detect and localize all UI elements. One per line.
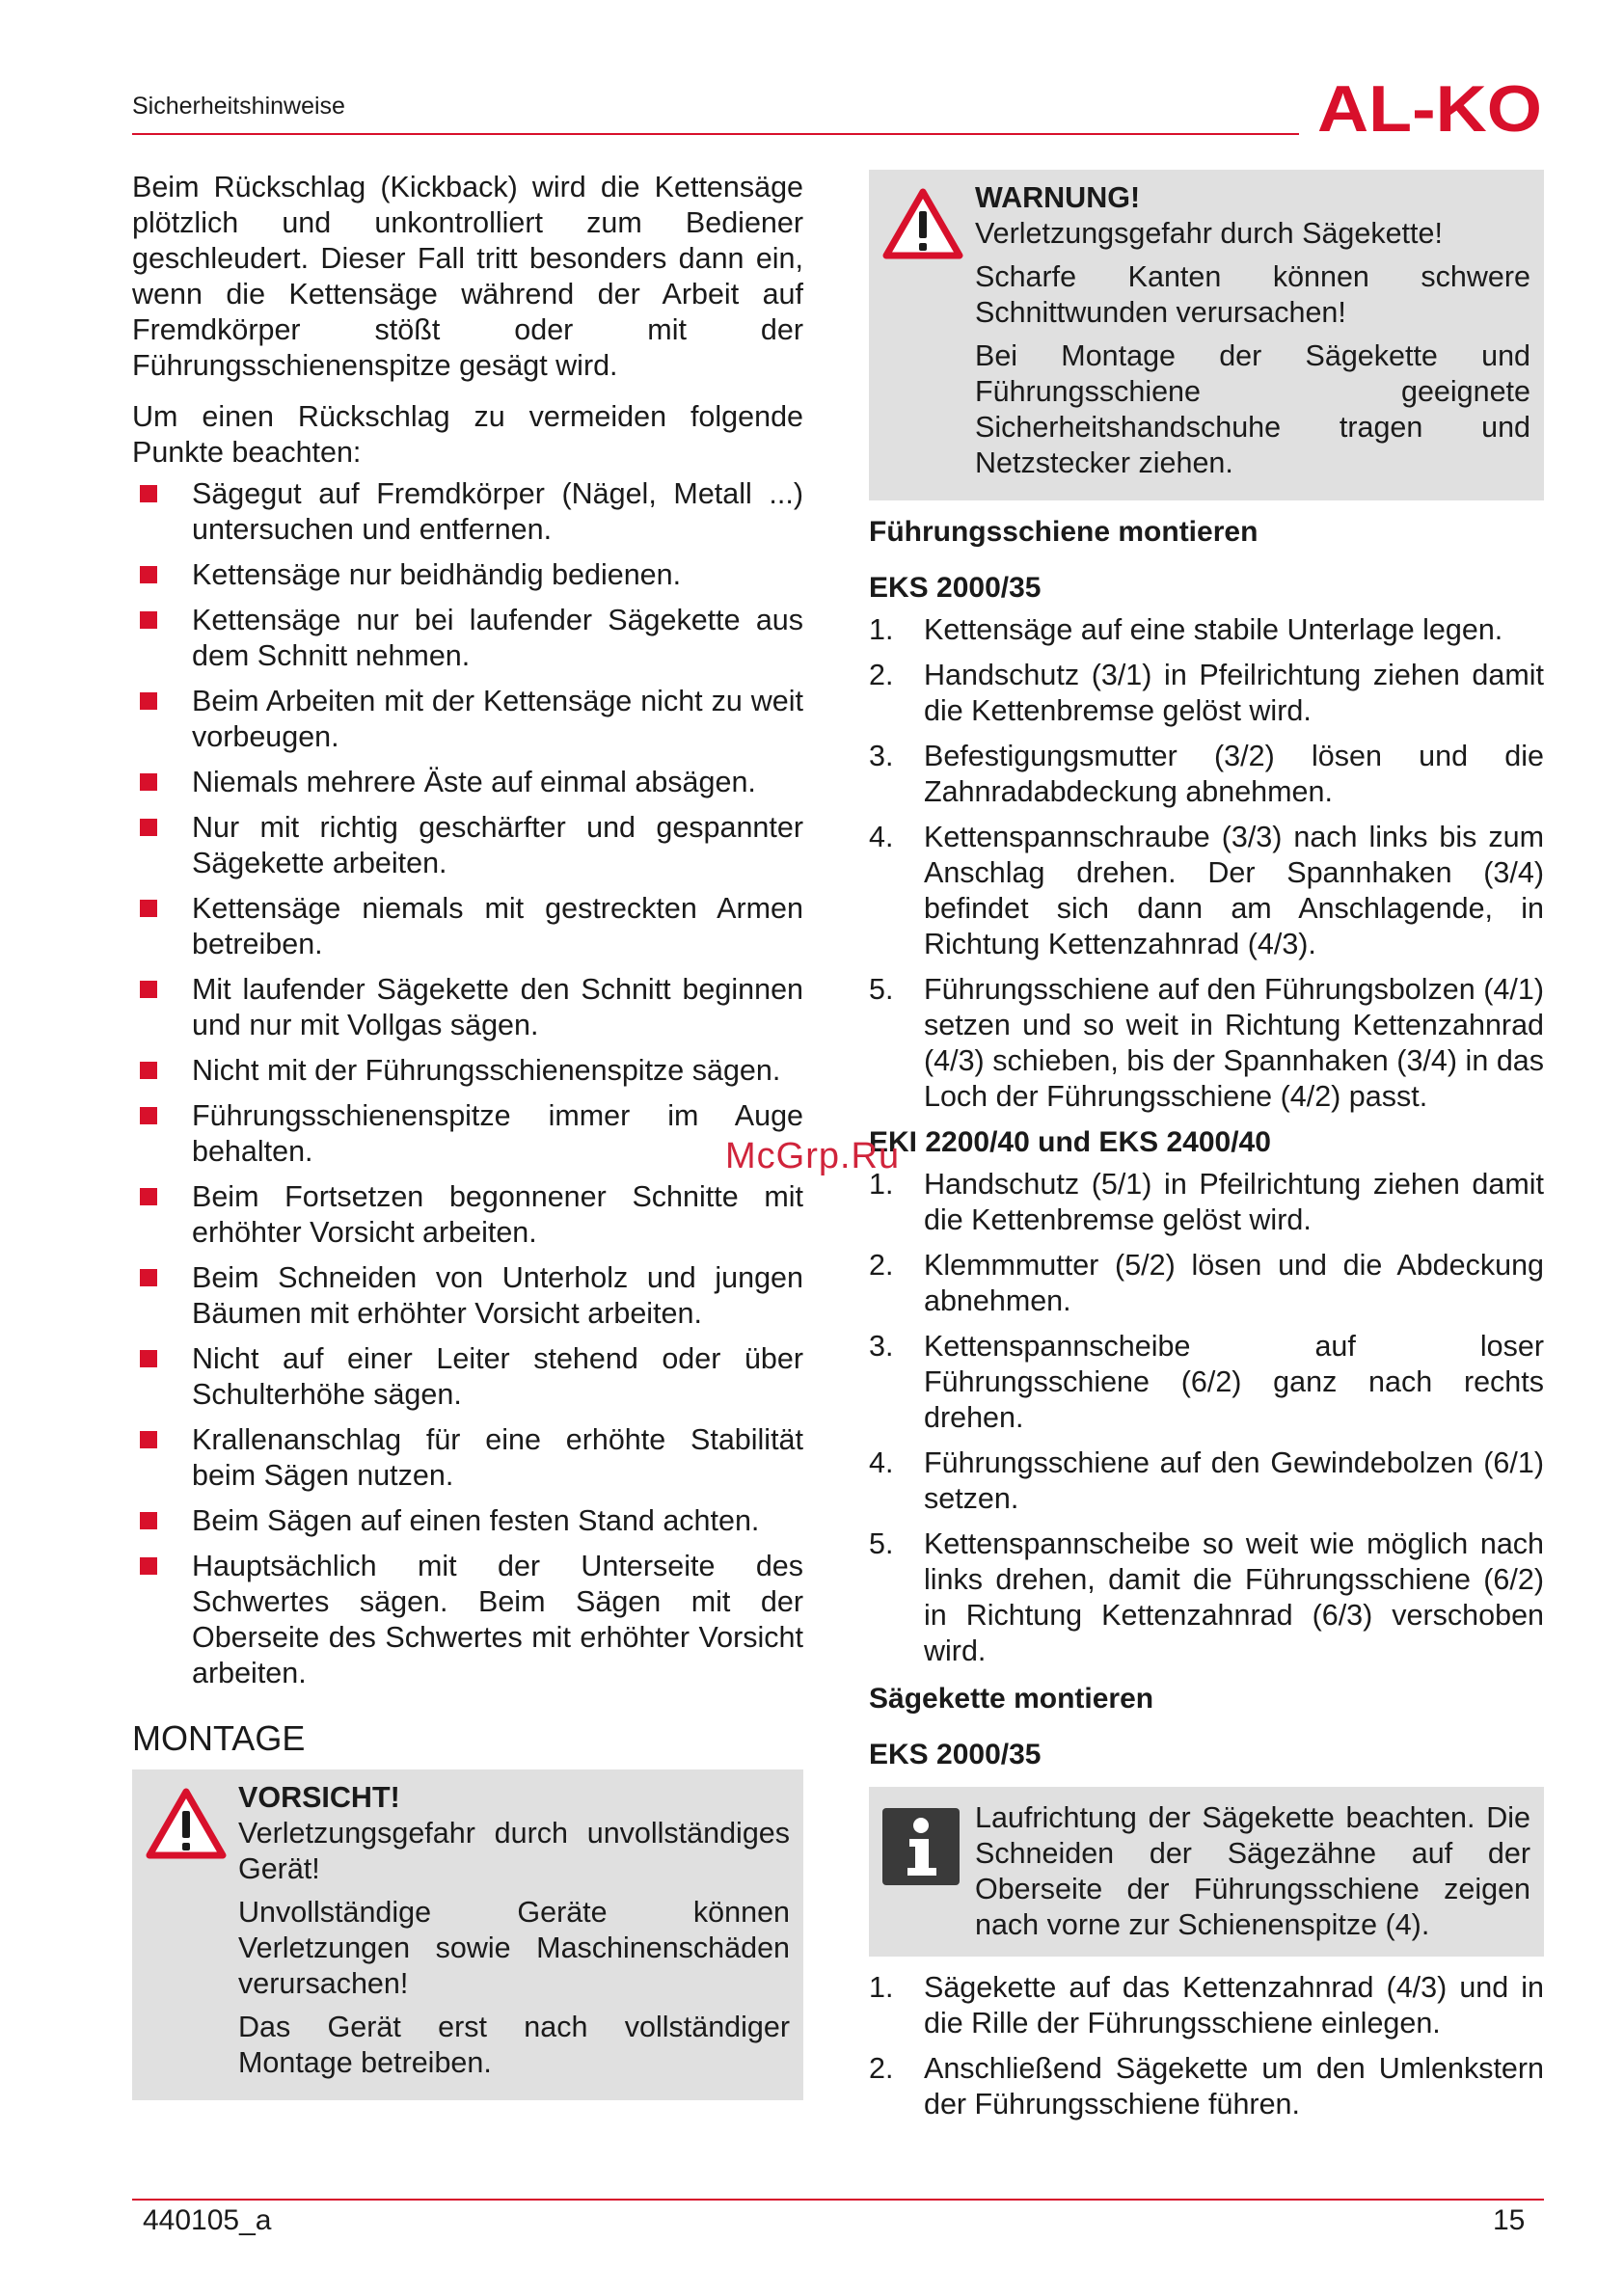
rail-mount-heading: Führungsschiene montieren [869,516,1259,548]
step-number: 2. [869,1249,894,1282]
caution-title: VORSICHT! [238,1781,400,1814]
page-number: 15 [1493,2204,1526,2236]
montage-heading: MONTAGE [132,1718,306,1758]
list-item: Krallenanschlag für eine erhöhte Stabilität beim Sägen nutzen. [132,1422,803,1494]
list-item: Niemals mehrere Äste auf einmal absägen. [132,765,803,800]
info-text: Laufrichtung der Sägekette beachten. Die Schneiden der Sägezähne auf der Oberseite der Führungsschiene zeigen nach vorne zur Schienenspitze (4). [975,1801,1530,1941]
step-text: Kettenspannscheibe auf loser Führungsschiene (6/2) ganz nach rechts drehen. [924,1330,1544,1434]
list-item [869,1526,1544,1669]
caution-line: Das Gerät erst nach vollständiger Montage betreiben. [238,2011,790,2079]
list-item: Führungsschienenspitze immer im Auge behalten. [132,1098,803,1170]
step-number: 1. [869,1168,894,1201]
step-text: Führungsschiene auf den Gewindebolzen (6/1) setzen. [924,1446,1544,1515]
header-rule [132,133,1299,135]
list-item: Mit laufender Sägekette den Schnitt beginnen und nur mit Vollgas sägen. [132,972,803,1043]
list-item [869,820,1544,962]
warning-box [869,170,1544,500]
logo-text: AL-KO [1317,73,1542,141]
step-text: Kettenspannscheibe so weit wie möglich nach links drehen, damit die Führungsschiene (6/2) in Richtung Kettenzahnrad (6/3) verschoben wird. [924,1527,1544,1667]
list-item: Nicht auf einer Leiter stehend oder über Schulterhöhe sägen. [132,1341,803,1413]
warning-title: WARNUNG! [975,181,1141,214]
list-item: Kettensäge niemals mit gestreckten Armen betreiben. [132,891,803,962]
info-icon [882,1808,960,1885]
list-item [869,972,1544,1115]
list-item: Beim Sägen auf einen festen Stand achten. [132,1503,803,1539]
step-number: 3. [869,740,894,772]
list-item [869,612,1544,648]
step-text: Handschutz (5/1) in Pfeilrichtung ziehen damit die Kettenbremse gelöst wird. [924,1168,1544,1236]
step-text: Führungsschiene auf den Führungsbolzen (4/1) setzen und so weit in Richtung Kettenzahnrad (4/3) schieben, bis der Spannhaken (3/4) in das Loch der Führungsschiene (4/2) passt. [924,973,1544,1113]
list-item: Sägegut auf Fremdkörper (Nägel, Metall ...) untersuchen und entfernen. [132,476,803,548]
doc-number: 440105_a [143,2204,272,2236]
right-column [869,170,1544,2132]
step-number: 2. [869,659,894,691]
chain-model-heading: EKS 2000/35 [869,1739,1042,1770]
list-item [869,658,1544,729]
step-number: 1. [869,1971,894,2004]
watermark: McGrp.Ru [725,1136,901,1176]
step-text: Kettenspannschraube (3/3) nach links bis zum Anschlag drehen. Der Spannhaken (3/4) befindet sich dann am Anschlagende, in Richtung Kettenzahnrad (4/3). [924,821,1544,960]
step-text: Sägekette auf das Kettenzahnrad (4/3) und in die Rille der Führungsschiene einlegen. [924,1971,1544,2039]
step-number: 1. [869,613,894,646]
list-item: Nur mit richtig geschärfter und gespannter Sägekette arbeiten. [132,810,803,881]
chain-mount-heading: Sägekette montieren [869,1683,1154,1715]
left-column [132,170,803,2114]
list-item: Beim Arbeiten mit der Kettensäge nicht zu weit vorbeugen. [132,684,803,755]
caution-box [132,1769,803,2100]
header-title: Sicherheitshinweise [132,93,345,120]
step-number: 4. [869,821,894,853]
footer-rule [132,2199,1544,2201]
warning-line: Bei Montage der Sägekette und Führungsschiene geeignete Sicherheitshandschuhe tragen und Netzstecker ziehen. [975,339,1530,479]
chain-step-list [869,1970,1544,2122]
kickback-lead: Um einen Rückschlag zu vermeiden folgende Punkte beachten: [132,400,803,469]
list-item [869,1445,1544,1517]
step-number: 5. [869,1527,894,1560]
list-item [869,1248,1544,1319]
warning-line: Verletzungsgefahr durch Sägekette! [975,217,1443,250]
al-ko-logo [1317,73,1544,141]
list-item: Beim Schneiden von Unterholz und jungen Bäumen mit erhöhter Vorsicht arbeiten. [132,1260,803,1332]
list-item [869,739,1544,810]
caution-line: Unvollständige Geräte können Verletzungen sowie Maschinenschäden verursachen! [238,1896,790,2000]
list-item [869,1970,1544,2041]
step-text: Klemmmutter (5/2) lösen und die Abdeckung abnehmen. [924,1249,1544,1317]
warning-line: Scharfe Kanten können schwere Schnittwunden verursachen! [975,260,1530,329]
list-item [869,2051,1544,2122]
step-text: Handschutz (3/1) in Pfeilrichtung ziehen damit die Kettenbremse gelöst wird. [924,659,1544,727]
warning-triangle-icon [146,1787,227,1860]
step-text: Anschließend Sägekette um den Umlenkstern der Führungsschiene führen. [924,2052,1544,2120]
kickback-intro: Beim Rückschlag (Kickback) wird die Kettensäge plötzlich und unkontrolliert zum Bediener geschleudert. Dieser Fall tritt besonders dann ein, wenn die Kettensäge während der Arbeit auf Fremdkörper stößt oder mit der Führungsschienenspitze gesägt wird. [132,171,803,382]
kickback-bullet-list [132,476,803,1691]
eks-2000-step-list [869,612,1544,1115]
eks-2000-heading: EKS 2000/35 [869,572,1042,604]
list-item: Beim Fortsetzen begonnener Schnitte mit erhöhter Vorsicht arbeiten. [132,1179,803,1251]
step-text: Befestigungsmutter (3/2) lösen und die Zahnradabdeckung abnehmen. [924,740,1544,808]
eki-step-list [869,1167,1544,1669]
list-item: Kettensäge nur beidhändig bedienen. [132,557,803,593]
warning-triangle-icon [882,187,963,260]
step-number: 5. [869,973,894,1006]
step-number: 3. [869,1330,894,1363]
list-item [869,1329,1544,1436]
info-box [869,1787,1544,1957]
list-item: Kettensäge nur bei laufender Sägekette aus dem Schnitt nehmen. [132,603,803,674]
step-number: 2. [869,2052,894,2085]
step-number: 4. [869,1446,894,1479]
list-item: Nicht mit der Führungsschienenspitze sägen. [132,1053,803,1089]
step-text: Kettensäge auf eine stabile Unterlage legen. [924,613,1503,646]
caution-line: Verletzungsgefahr durch unvollständiges Gerät! [238,1817,790,1885]
eki-heading: EKI 2200/40 und EKS 2400/40 [869,1126,1271,1158]
list-item: Hauptsächlich mit der Unterseite des Schwertes sägen. Beim Sägen mit der Oberseite des Schwertes mit erhöhter Vorsicht arbeiten. [132,1549,803,1691]
list-item [869,1167,1544,1238]
